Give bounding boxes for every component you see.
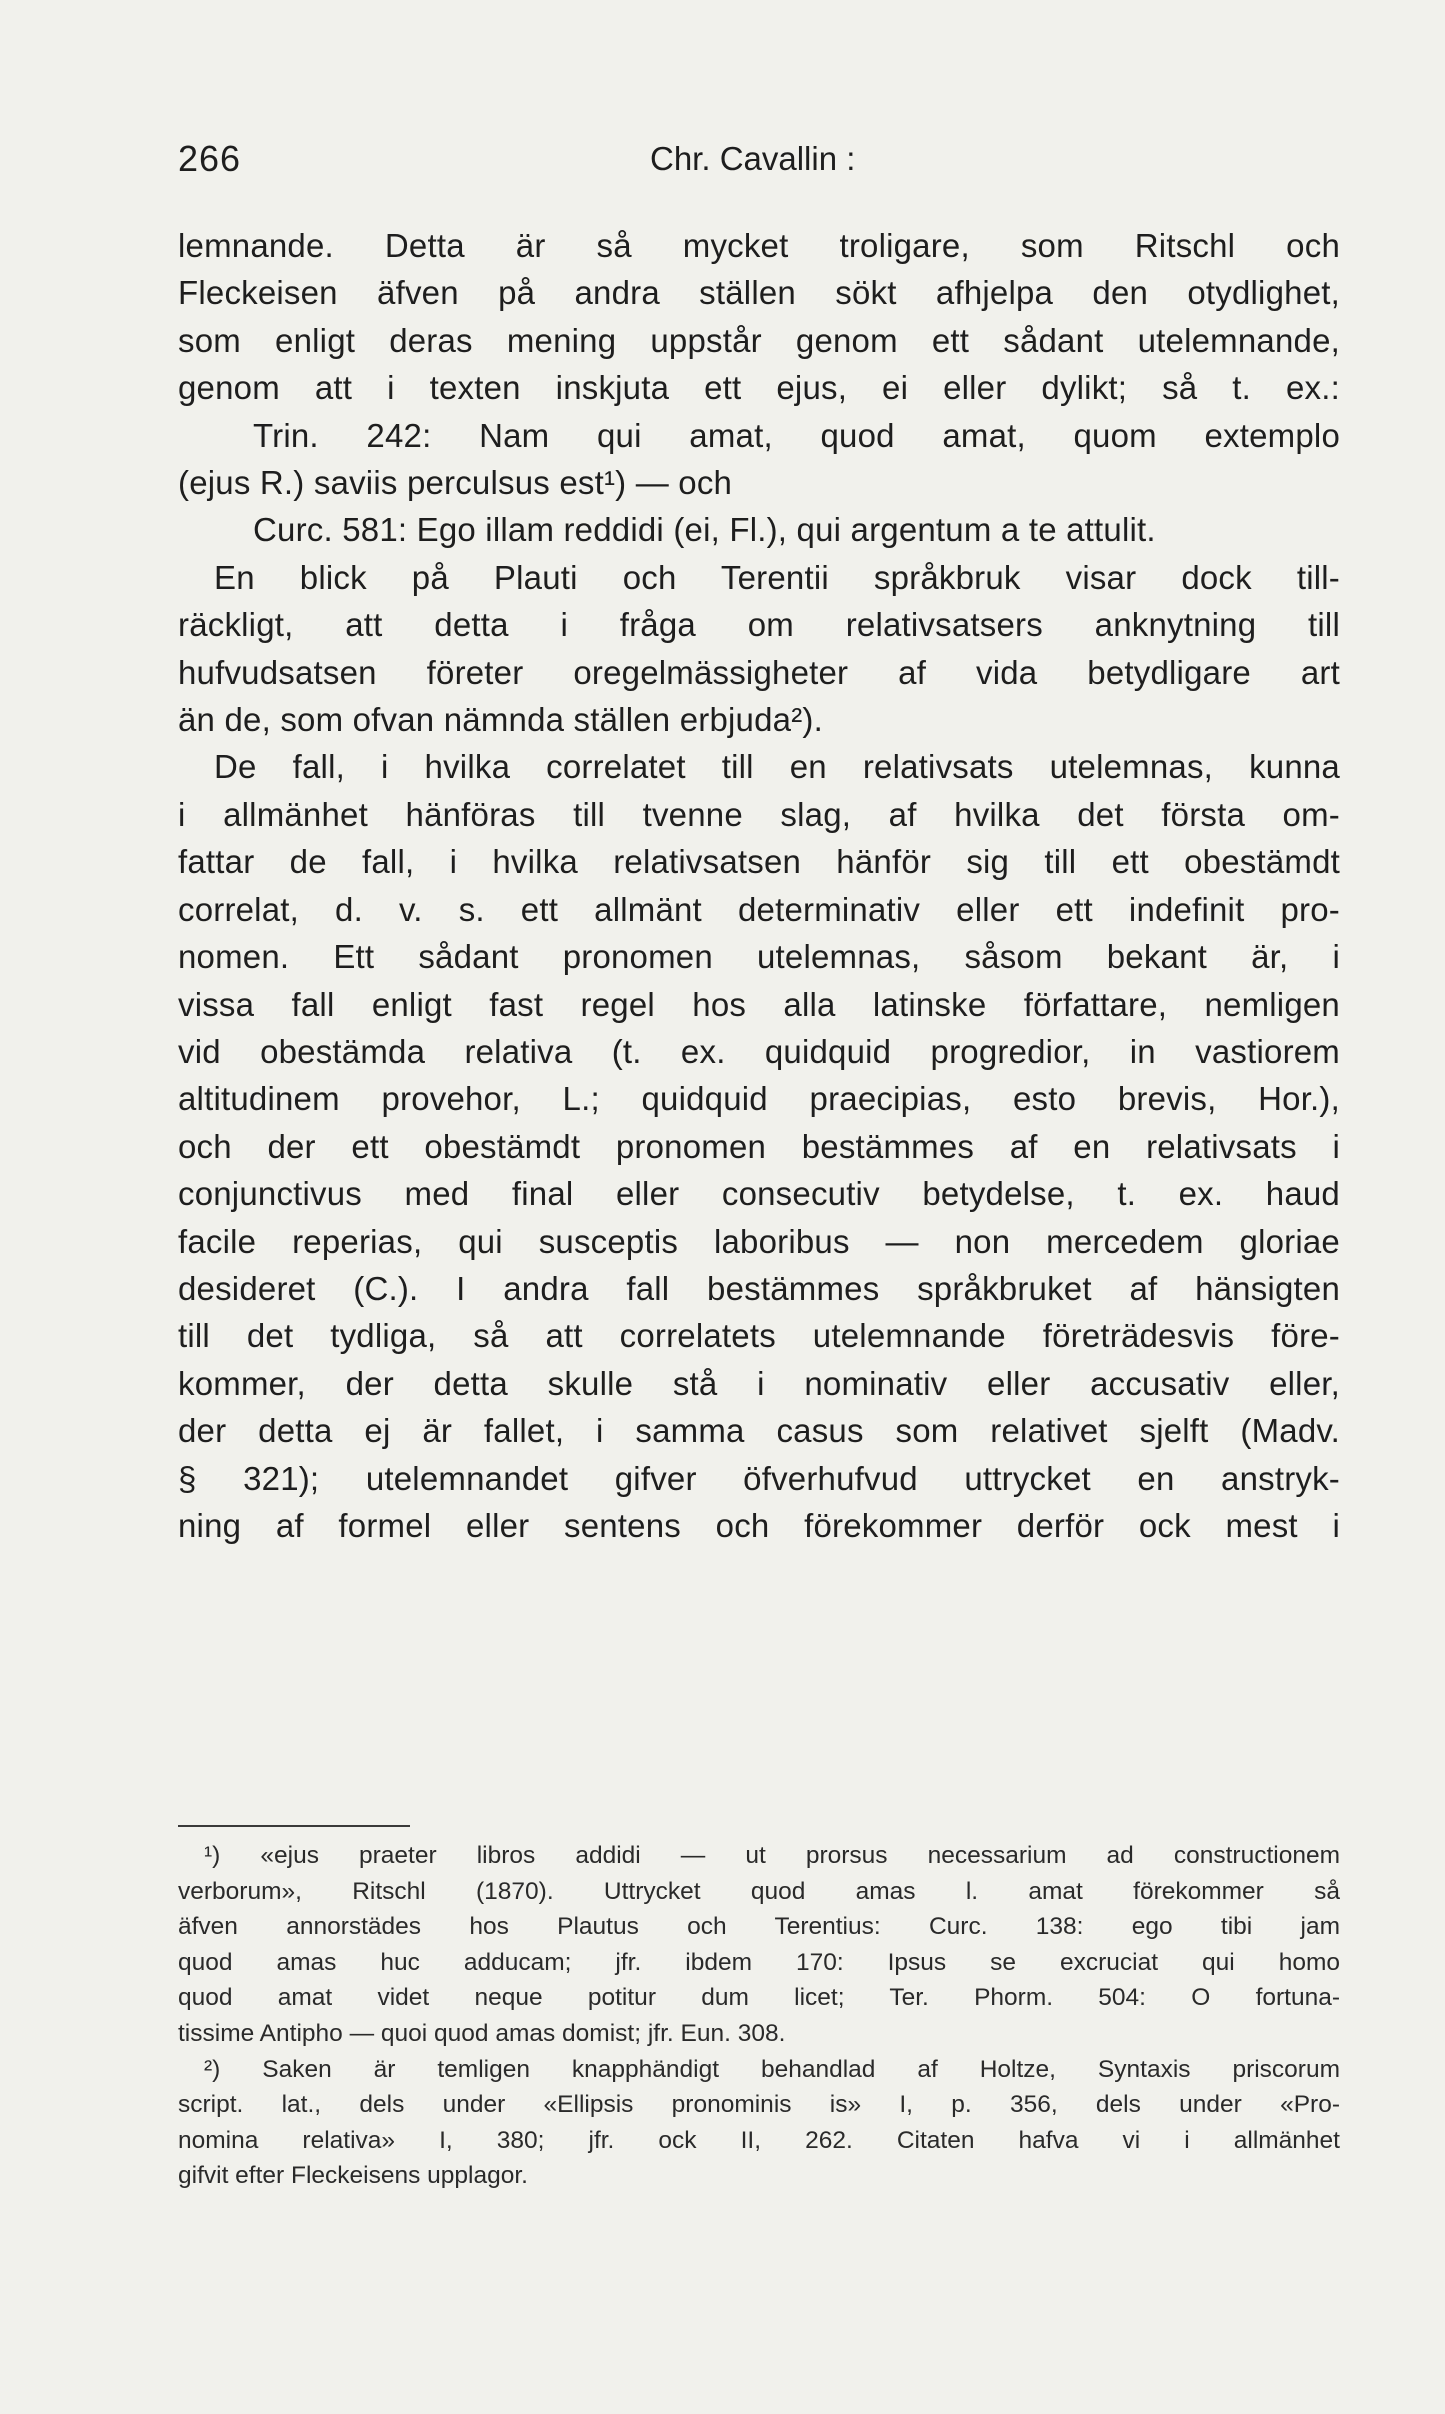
body-line: vissa fall enligt fast regel hos alla latinske författare, nemligen [178,985,1340,1023]
body-line: Fleckeisen äfven på andra ställen sökt afhjelpa den otydlighet, [178,274,1340,312]
body-line: ning af formel eller sentens och förekommer derför ock mest i [178,1506,1340,1544]
page-header [178,138,1340,188]
body-line: Trin. 242: Nam qui amat, quod amat, quom extemplo [253,416,1340,454]
body-line: fattar de fall, i hvilka relativsatsen hänför sig till ett obestämdt [178,843,1340,881]
body-line: räckligt, att detta i fråga om relativsatsers anknytning till [178,606,1340,644]
body-line: än de, som ofvan nämnda ställen erbjuda²). [178,701,823,739]
footnote-divider [178,1825,410,1827]
body-line: nomen. Ett sådant pronomen utelemnas, såsom bekant är, i [178,938,1340,976]
footnote-line: quod amas huc adducam; jfr. ibdem 170: Ipsus se excruciat qui homo [178,1948,1340,1976]
body-line: correlat, d. v. s. ett allmänt determinativ eller ett indefinit pro- [178,890,1340,928]
body-text [178,222,1340,1549]
body-line: conjunctivus med final eller consecutiv betydelse, t. ex. haud [178,1175,1340,1213]
body-line: lemnande. Detta är så mycket troligare, som Ritschl och [178,227,1340,264]
footnote-line: gifvit efter Fleckeisens upplagor. [178,2162,528,2190]
footnote-line: ¹) «ejus praeter libros addidi — ut prorsus necessarium ad constructionem [204,1842,1340,1869]
body-line: der detta ej är fallet, i samma casus som relativet sjelft (Madv. [178,1412,1340,1450]
body-line: En blick på Plauti och Terentii språkbruk visar dock till- [214,558,1340,596]
page-number: 266 [178,138,242,179]
body-line: genom att i texten inskjuta ett ejus, ei eller dylikt; så t. ex.: [178,369,1340,407]
footnote-line: script. lat., dels under «Ellipsis pronominis is» I, p. 356, dels under «Pro- [178,2091,1340,2119]
body-line: De fall, i hvilka correlatet till en relativsats utelemnas, kunna [214,748,1340,786]
footnote-line: verborum», Ritschl (1870). Uttrycket quod amas l. amat förekommer så [178,1877,1340,1905]
footnote-line: nomina relativa» I, 380; jfr. ock II, 262. Citaten hafva vi i allmänhet [178,2126,1340,2154]
body-line: till det tydliga, så att correlatets utelemnande företrädesvis före- [178,1317,1340,1355]
footnotes [178,1838,1340,2194]
body-line: facile reperias, qui susceptis laboribus — non mercedem gloriae [178,1222,1340,1260]
body-line: i allmänhet hänföras till tvenne slag, af hvilka det första om- [178,795,1340,833]
body-line: och der ett obestämdt pronomen bestämmes af en relativsats i [178,1127,1340,1165]
footnote-line: ²) Saken är temligen knapphändigt behandlad af Holtze, Syntaxis priscorum [204,2055,1340,2083]
body-line: Curc. 581: Ego illam reddidi (ei, Fl.), qui argentum a te attulit. [253,511,1156,549]
body-line: desideret (C.). I andra fall bestämmes språkbruket af hänsigten [178,1269,1340,1307]
body-line: som enligt deras mening uppstår genom ett sådant utelemnande, [178,321,1340,359]
body-line: kommer, der detta skulle stå i nominativ eller accusativ eller, [178,1364,1340,1402]
running-head: Chr. Cavallin : [650,140,856,177]
body-line: altitudinem provehor, L.; quidquid praecipias, esto brevis, Hor.), [178,1080,1340,1118]
body-line: vid obestämda relativa (t. ex. quidquid progredior, in vastiorem [178,1032,1340,1070]
body-line: § 321); utelemnandet gifver öfverhufvud uttrycket en anstryk- [178,1459,1340,1497]
body-line: (ejus R.) saviis perculsus est¹) — och [178,464,733,502]
body-line: hufvudsatsen företer oregelmässigheter af vida betydligare art [178,653,1340,691]
footnote-line: äfven annorstädes hos Plautus och Terentius: Curc. 138: ego tibi jam [178,1913,1340,1941]
footnote-line: quod amat videt neque potitur dum licet; Ter. Phorm. 504: O fortuna- [178,1984,1340,2012]
footnote-line: tissime Antipho — quoi quod amas domist; jfr. Eun. 308. [178,2019,786,2047]
